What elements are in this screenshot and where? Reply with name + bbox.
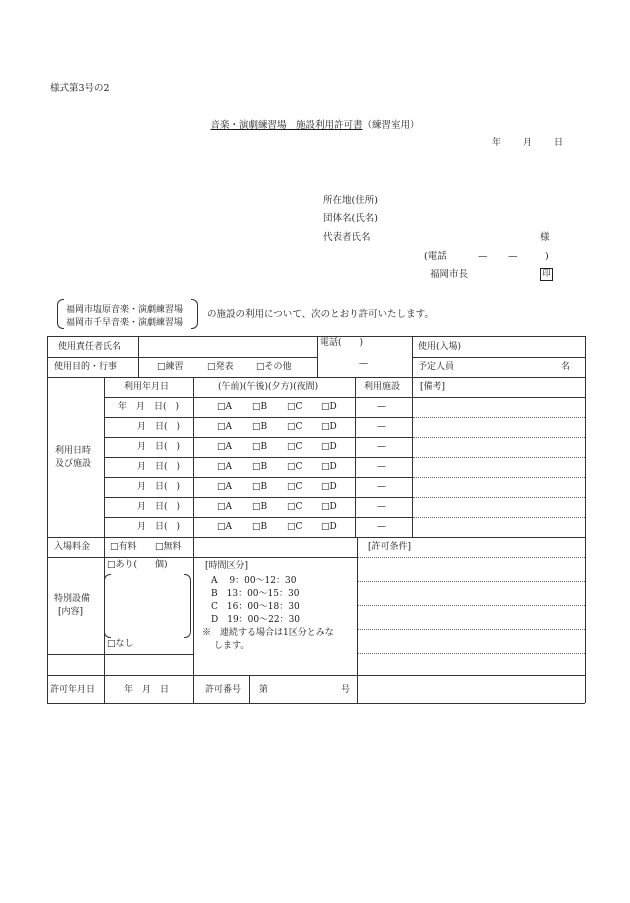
vline-permit-no — [249, 675, 250, 703]
bracket-right — [191, 299, 198, 329]
dotted-remarks-4 — [413, 477, 585, 478]
table-left-border — [47, 336, 48, 703]
vline-lower-mid — [193, 537, 194, 703]
purpose-other[interactable]: □その他 — [256, 362, 292, 372]
row-facility: — — [377, 462, 386, 472]
slot-a[interactable]: □A — [217, 522, 233, 532]
conditions-label: [許可条件] — [368, 542, 412, 552]
slot-b[interactable]: □B — [252, 422, 268, 432]
bracket-left — [57, 299, 64, 329]
row-facility: — — [377, 442, 386, 452]
hline-admission-mid — [193, 557, 357, 558]
hline-row-1 — [104, 417, 413, 418]
slot-b[interactable]: □B — [252, 522, 268, 532]
row-date: 月 日( ) — [137, 442, 181, 452]
slot-b[interactable]: □B — [252, 402, 268, 412]
special-paren-left — [104, 574, 111, 638]
vline-phone — [317, 336, 318, 377]
dotted-remarks-5 — [413, 497, 585, 498]
row-date: 月 日( ) — [137, 462, 181, 472]
phone-label: (電話 — [424, 251, 447, 262]
admission-paid[interactable]: □有料 — [110, 542, 137, 552]
dotted-remarks-2 — [413, 437, 585, 438]
remarks-header: [備考] — [420, 382, 446, 392]
special-no-checkbox[interactable]: □なし — [107, 639, 134, 649]
special-label-1: 特別設備 — [54, 594, 91, 604]
time-note-line-1: ※ 連続する場合は1区分とみな — [202, 628, 334, 638]
special-paren-right — [184, 574, 191, 638]
hline-r2 — [47, 377, 585, 378]
dotted-cond-4 — [358, 629, 585, 630]
slot-a[interactable]: □A — [217, 462, 233, 472]
slot-b[interactable]: □B — [252, 502, 268, 512]
slot-a[interactable]: □A — [217, 402, 233, 412]
section-label-1: 利用日時 — [55, 446, 92, 456]
hline-sched-end — [47, 537, 585, 538]
slot-d[interactable]: □D — [321, 442, 337, 452]
mayor-label: 福岡市長 — [430, 269, 469, 280]
date-day: 日 — [554, 138, 564, 148]
hline-row-5 — [104, 497, 413, 498]
section-label-2: 及び施設 — [55, 459, 92, 469]
purpose-label: 使用目的・行事 — [54, 362, 118, 372]
facility-line-1: 福岡市塩原音楽・演劇練習場 — [66, 305, 184, 315]
dotted-remarks-6 — [413, 517, 585, 518]
purpose-practice[interactable]: □練習 — [157, 362, 184, 372]
seal-text: 印 — [540, 268, 553, 281]
vline-conditions — [357, 537, 358, 703]
vline-slots — [355, 377, 356, 537]
hline-r1 — [47, 357, 317, 358]
permit-number-label: 許可番号 — [205, 685, 242, 695]
issue-date — [492, 139, 563, 148]
hline-permit — [47, 675, 585, 676]
vline-sched-label — [104, 377, 105, 537]
date-month: 月 — [523, 138, 533, 148]
planned-people-label: 予定人員 — [418, 362, 455, 372]
hline-row-2 — [104, 437, 413, 438]
time-division-a: A 9：00～12：30 — [211, 576, 297, 586]
phone-dash-1: — — [478, 251, 488, 262]
slot-a[interactable]: □A — [217, 482, 233, 492]
slot-a[interactable]: □A — [217, 442, 233, 452]
table-top-border — [47, 336, 585, 337]
phone-close: ) — [545, 251, 549, 262]
slot-c[interactable]: □C — [287, 442, 303, 452]
permit-number-suffix: 号 — [341, 685, 351, 695]
org-name-label: 団体名(氏名) — [323, 213, 378, 224]
purpose-performance[interactable]: □発表 — [207, 362, 234, 372]
special-label-2: [内容] — [58, 607, 84, 617]
document-title — [0, 121, 630, 131]
vline-date — [193, 377, 194, 537]
time-division-c: C 16：00～18：30 — [211, 602, 300, 612]
vline-label-top — [138, 336, 139, 377]
slot-d[interactable]: □D — [321, 482, 337, 492]
time-division-b: B 13：00～15：30 — [211, 589, 300, 599]
responsible-label: 使用責任者氏名 — [58, 342, 122, 352]
permit-date-value: 年 月 日 — [124, 685, 170, 695]
phone-dash-2: — — [508, 251, 518, 262]
slot-c[interactable]: □C — [287, 402, 303, 412]
seal-mark — [540, 268, 553, 281]
permit-statement: の施設の利用について、次のとおり許可いたします。 — [207, 309, 434, 320]
hline-sched-head — [104, 397, 585, 398]
slot-b[interactable]: □B — [252, 442, 268, 452]
slot-b[interactable]: □B — [252, 482, 268, 492]
hline-r1-right — [412, 357, 585, 358]
row-date: 月 日( ) — [137, 422, 181, 432]
slot-c[interactable]: □C — [287, 482, 303, 492]
title-main: 音楽・演劇練習場 施設利用許可書 — [210, 120, 363, 131]
time-division-label: [時間区分] — [205, 561, 249, 571]
permit-date-label: 許可年月日 — [50, 685, 96, 695]
special-yes-checkbox[interactable]: □あり( 個) — [107, 560, 168, 570]
date-year: 年 — [492, 138, 502, 148]
row-date: 月 日( ) — [137, 482, 181, 492]
dotted-cond-3 — [358, 605, 585, 606]
dotted-remarks-3 — [413, 457, 585, 458]
slot-d[interactable]: □D — [321, 502, 337, 512]
admission-free[interactable]: □無料 — [155, 542, 182, 552]
dotted-cond-5 — [358, 653, 585, 654]
vline-entry — [412, 336, 413, 377]
slot-a[interactable]: □A — [217, 502, 233, 512]
admission-label: 入場料金 — [54, 542, 91, 552]
time-slot-header: (午前)(午後)(夕方)(夜間) — [218, 382, 319, 392]
time-division-d: D 19：00～22：30 — [211, 615, 301, 625]
row-facility: — — [377, 522, 386, 532]
usage-date-header: 利用年月日 — [124, 382, 170, 392]
facility-bracket — [57, 299, 198, 327]
slot-d[interactable]: □D — [321, 402, 337, 412]
row-date: 月 日( ) — [137, 502, 181, 512]
table-right-border — [585, 336, 586, 703]
address-label: 所在地(住所) — [323, 195, 378, 206]
table-phone-dash: — — [359, 359, 368, 369]
table-phone-label: 電話( ) — [320, 338, 364, 348]
row-facility: — — [377, 422, 386, 432]
honorific: 様 — [540, 232, 550, 243]
slot-d[interactable]: □D — [321, 462, 337, 472]
people-unit: 名 — [561, 362, 571, 372]
permit-number-prefix: 第 — [259, 685, 269, 695]
vline-facility — [412, 377, 413, 537]
hline-row-4 — [104, 477, 413, 478]
slot-c[interactable]: □C — [287, 522, 303, 532]
representative-label: 代表者氏名 — [323, 232, 371, 243]
slot-c[interactable]: □C — [287, 462, 303, 472]
dotted-remarks-1 — [413, 417, 585, 418]
vline-permit-date — [104, 675, 105, 703]
use-entry-label: 使用(入場) — [418, 342, 462, 352]
time-note-line-2: します。 — [214, 641, 250, 651]
facility-header: 利用施設 — [364, 382, 401, 392]
hline-special — [47, 654, 194, 655]
slot-d[interactable]: □D — [321, 522, 337, 532]
title-suffix: （練習室用） — [362, 120, 420, 131]
facility-line-2: 福岡市千早音楽・演劇練習場 — [66, 318, 184, 328]
hline-admission — [47, 557, 194, 558]
table-bottom-border — [47, 703, 585, 704]
row-date: 年 月 日( ) — [118, 402, 180, 412]
slot-c[interactable]: □C — [287, 502, 303, 512]
slot-a[interactable]: □A — [217, 422, 233, 432]
row-facility: — — [377, 502, 386, 512]
dotted-cond-1 — [358, 557, 585, 558]
slot-c[interactable]: □C — [287, 422, 303, 432]
row-facility: — — [377, 482, 386, 492]
hline-row-6 — [104, 517, 413, 518]
row-date: 月 日( ) — [137, 522, 181, 532]
dotted-cond-2 — [358, 581, 585, 582]
slot-d[interactable]: □D — [321, 422, 337, 432]
hline-row-3 — [104, 457, 413, 458]
slot-b[interactable]: □B — [252, 462, 268, 472]
row-facility: — — [377, 402, 386, 412]
form-number: 様式第3号の2 — [50, 83, 110, 94]
